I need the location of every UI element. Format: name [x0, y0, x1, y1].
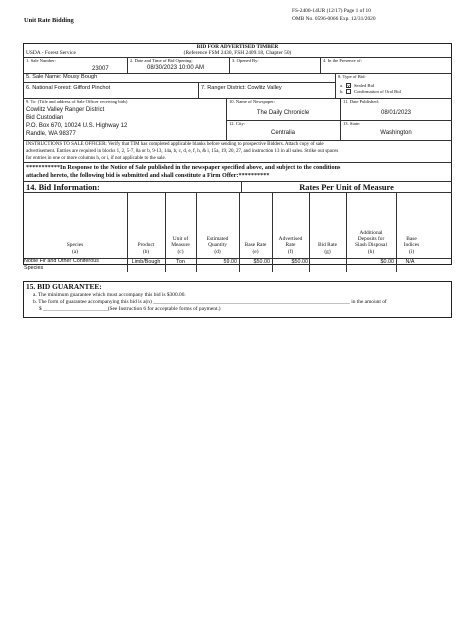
base-indices-cell: N/A — [405, 259, 415, 265]
oral-bid-label: Confirmation of Oral Bid — [354, 89, 401, 94]
header-base-rate-title: Base Rate — [244, 242, 267, 248]
bid-rate-input[interactable] — [309, 258, 346, 266]
header-advertised-rate-letter: (f) — [287, 249, 294, 255]
sale-officer-label: 9. To: (Title and address of Sale Officer receiving bids) — [26, 99, 128, 104]
bid-type-a-letter: a. — [340, 83, 344, 88]
header-species-title: Species — [66, 242, 84, 248]
oral-bid-checkbox[interactable] — [346, 89, 351, 94]
header-slash-disposal-letter: (h) — [367, 249, 375, 255]
header-unit-of-measure-letter: (c) — [177, 249, 184, 255]
newspaper-value[interactable]: The Daily Chronicle — [256, 110, 310, 116]
omb-number: OMB No. 0596-0066 Exp. 12/31/2020 — [292, 16, 376, 22]
header-advertised-rate-title: Advertised — [278, 236, 303, 242]
instructions-line-1: INSTRUCTIONS TO SALE OFFICER: Verify that TIM has completed applicable blanks before sending to prospective Bidders. Attach copy of sale — [26, 142, 324, 147]
state-label: 13. State: — [343, 121, 361, 126]
header-slash-disposal-title: Slash Disposal — [355, 242, 387, 248]
bid-opening-value[interactable]: 08/30/2023 10:00 AM — [147, 65, 205, 71]
header-unit-of-measure-title: Unit of — [172, 236, 189, 242]
unit-cell: Ton — [176, 259, 185, 265]
date-published-value[interactable]: 08/01/2023 — [380, 110, 412, 116]
date-published-label: 11. Date Published: — [343, 99, 379, 104]
quantity-cell: 59.00 — [223, 259, 237, 265]
product-cell: Limb/Bough — [131, 259, 161, 265]
species-cell-line-2: Species — [24, 265, 44, 271]
header-product-title: Product — [137, 242, 155, 248]
sale-name: 5. Sale Name: Mousy Bough — [26, 74, 98, 80]
header-unit-of-measure-title: Measure — [171, 242, 190, 248]
header-slash-disposal-title: Additional — [359, 230, 383, 236]
header-product-letter: (b) — [142, 249, 150, 255]
guarantee-line-b[interactable]: b. The form of guarantee accompanying this bid is a(n) _________________________________________________________________________ in the amount of — [33, 299, 387, 305]
header-estimated-quantity-title: Quantity — [208, 242, 227, 248]
guarantee-line-a: a. The minimum guarantee which must accompany this bid is $300.00. — [33, 292, 186, 298]
species-cell-line-1: Noble Fir and Other Coniferous — [24, 258, 99, 264]
sealed-bid-checkbox[interactable]: X — [347, 84, 351, 89]
sale-number-label: 1. Sale Number: — [26, 58, 56, 63]
form-reference: (Reference FSM 2430, FSH 2409.18, Chapter 50) — [183, 50, 292, 56]
header-bid-rate-letter: (g) — [324, 249, 331, 255]
header-advertised-rate-title: Rate — [285, 242, 296, 248]
header-species-letter: (a) — [72, 249, 78, 255]
state-value[interactable]: Washington — [380, 130, 412, 136]
bid-guarantee-heading: 15. BID GUARANTEE: — [26, 282, 102, 291]
base-rate-cell: $50.00 — [253, 259, 270, 265]
bid-type-b-letter: b. — [340, 89, 344, 94]
bid-opening-label: 2. Date and Time of Bid Opening: — [130, 58, 193, 63]
guarantee-line-c[interactable]: $ ________________________(See Instruction 6 for acceptable forms of payment.) — [39, 306, 221, 312]
bid-information-heading: 14. Bid Information: — [26, 183, 100, 192]
form-title: BID FOR ADVERTISED TIMBER — [196, 44, 279, 50]
header-bid-rate-title: Bid Rate — [317, 242, 337, 248]
rates-heading: Rates Per Unit of Measure — [299, 183, 394, 192]
instructions-line-3: for entries in one or more columns h, or i, if not applicable to the sale. — [26, 156, 166, 161]
newspaper-label: 10. Name of Newspaper: — [229, 99, 275, 104]
city-label: 12. City: — [229, 121, 246, 126]
sale-officer-line-3: P.O. Box 670, 10024 U.S. Highway 12 — [26, 123, 128, 129]
sealed-bid-label: Sealed Bid — [354, 83, 375, 88]
header-estimated-quantity-letter: (d) — [214, 249, 221, 255]
sale-officer-line-2: Bid Custodian — [26, 115, 64, 121]
sale-officer-line-4: Randle, WA 98377 — [26, 131, 76, 137]
presence-label: 4. In the Presence of: — [323, 58, 362, 63]
instructions-line-2: advertisement. Entries are required in blocks 1, 2, 5-7, 8a or b, 9-13, 14a, b, c, d, e, f, h, & i, 15a, 19, 20, 27, and instruction 13 in all sales. Strike out spaces — [26, 149, 339, 154]
firm-offer-notice-2: attached hereto, the following bid is submitted and shall constitute a Firm Offer:********** — [26, 172, 270, 179]
national-forest: 6. National Forest: Gifford Pinchot — [26, 85, 111, 91]
header-base-indices-letter: (i) — [408, 249, 415, 255]
form-id: FS-2400-14UR (12/17) Page 1 of 10 — [292, 8, 371, 14]
city-value[interactable]: Centralia — [270, 130, 295, 136]
header-estimated-quantity-title: Estimated — [206, 236, 229, 242]
sale-officer-line-1: Cowlitz Valley Ranger District — [26, 107, 105, 113]
agency: USDA - Forest Service — [26, 50, 76, 56]
header-base-indices-title: Indices — [403, 242, 420, 248]
header-slash-disposal-title: Deposits for — [357, 236, 385, 242]
header-base-rate-letter: (e) — [252, 249, 259, 255]
ranger-district: 7. Ranger District: Cowlitz Valley — [201, 85, 282, 91]
type-of-bid-label: 8. Type of Bid: — [338, 74, 366, 79]
header-base-indices-title: Base — [406, 236, 417, 242]
slash-disposal-cell: $0.00 — [380, 259, 394, 265]
sale-number-value[interactable]: 23007 — [92, 66, 109, 72]
advertised-rate-cell: $50.00 — [291, 259, 308, 265]
opened-by-label: 3. Opened By: — [232, 58, 259, 63]
form-type-title: Unit Rate Bidding — [24, 17, 74, 24]
firm-offer-notice-1: ***********In Response to the Notice of Sale published in the newspaper specified above, and subject to the conditions — [26, 164, 341, 171]
